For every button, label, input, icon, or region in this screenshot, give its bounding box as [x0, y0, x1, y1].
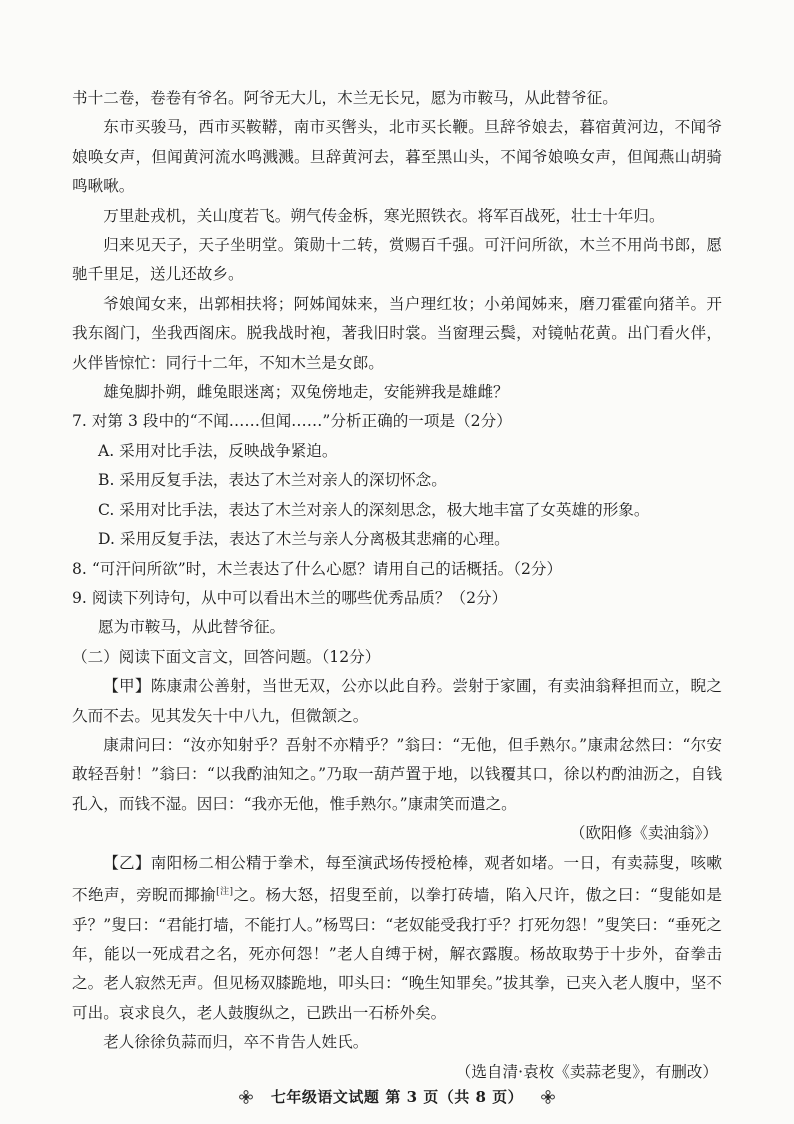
poem-paragraph-2: 东市买骏马，西市买鞍鞯，南市买辔头，北市买长鞭。旦辞爷娘去，暮宿黄河边，不闻爷娘唤女声，但闻黄河流水鸣溅溅。旦辞黄河去，暮至黑山头，不闻爷娘唤女声，但闻燕山胡骑鸣啾啾。	[72, 118, 722, 196]
passage-jia-paragraph-1: 【甲】陈康肃公善射，当世无双，公亦以此自矜。尝射于家圃，有卖油翁释担而立，睨之久而不去。见其发矢十中八九，但微颔之。	[72, 677, 722, 725]
poem-paragraph-5: 爷娘闻女来，出郭相扶将；阿姊闻妹来，当户理红妆；小弟闻姊来，磨刀霍霍向猪羊。开我东阁门，坐我西阁床。脱我战时袍，著我旧时裳。当窗理云鬓，对镜帖花黄。出门看火伴，火伴皆惊忙：同行十二年，不知木兰是女郎。	[72, 294, 722, 372]
passage-jia-paragraph-2: 康肃问曰：“汝亦知射乎？吾射不亦精乎？”翁曰：“无他，但手熟尔。”康肃忿然曰：“尔安敢轻吾射！”翁曰：“以我酌油知之。”乃取一葫芦置于地，以钱覆其口，徐以杓酌油沥之，自钱孔入，而钱不湿。因曰：“我亦无他，惟手熟尔。”康肃笑而遣之。	[72, 735, 722, 813]
question-7-option-c: C. 采用对比手法，表达了木兰对亲人的深刻思念，极大地丰富了女英雄的形象。	[98, 500, 650, 519]
passage-jia-source: （欧阳修《卖油翁》）	[569, 824, 718, 843]
footer-page-number: 第 3 页（共 8 页）	[385, 1088, 524, 1106]
question-7-option-b: B. 采用反复手法，表达了木兰对亲人的深切怀念。	[98, 471, 447, 490]
passage-yi-text-a: 【乙】南阳杨二相公精于拳术，每至演武场传授枪棒，观者如堵。一日，有卖蒜叟，咳嗽不绝声，旁睨而揶揄	[72, 853, 722, 905]
question-7-option-d: D. 采用反复手法，表达了木兰与亲人分离极其悲痛的心理。	[98, 530, 510, 549]
footnote-marker: [注]	[216, 886, 234, 897]
page-footer	[0, 1086, 794, 1107]
poem-paragraph-4: 归来见天子，天子坐明堂。策勋十二转，赏赐百千强。可汗问所欲，木兰不用尚书郎，愿驰千里足，送儿还故乡。	[72, 236, 722, 284]
question-8: 8. “可汗问所欲”时，木兰表达了什么心愿？请用自己的话概括。（2分）	[72, 559, 563, 578]
flower-ornament-icon	[239, 1090, 253, 1104]
passage-yi-source: （选自清·袁枚《卖蒜老叟》，有删改）	[455, 1062, 718, 1081]
question-7-option-a: A. 采用对比手法，反映战争紧迫。	[98, 441, 338, 460]
passage-yi-text-b: 之。杨大怒，招叟至前，以拳打砖墙，陷入尺许，傲之曰：“叟能如是乎？”叟曰：“君能打墙，不能打人。”杨骂曰：“老奴能受我打乎？打死勿怨！”叟笑曰：“垂死之年，能以一死成君之名，死亦何怨！”老人自缚于树，解衣露腹。杨故取势于十步外，奋拳击之。老人寂然无声。但见杨双膝跪地，叩头曰：“晚生知罪矣。”拔其拳，已夹入老人腹中，坚不可出。哀求良久，老人鼓腹纵之，已跌出一石桥外矣。	[72, 886, 722, 1022]
question-7: 7. 对第 3 段中的“不闻……但闻……”分析正确的一项是（2分）	[72, 412, 512, 431]
page-content	[72, 84, 722, 1087]
poem-paragraph-3: 万里赴戎机，关山度若飞。朔气传金柝，寒光照铁衣。将军百战死，壮士十年归。	[103, 206, 665, 225]
flower-ornament-icon	[541, 1090, 555, 1104]
poem-paragraph-6: 雄兔脚扑朔，雌兔眼迷离；双兔傍地走，安能辨我是雄雌？	[103, 383, 509, 402]
section-2-heading: （二）阅读下面文言文，回答问题。（12分）	[72, 647, 381, 666]
footer-grade-title: 七年级语文试题	[270, 1088, 380, 1106]
question-9: 9. 阅读下列诗句，从中可以看出木兰的哪些优秀品质？（2分）	[72, 588, 508, 607]
passage-yi-paragraph-1	[72, 849, 722, 1029]
passage-yi-paragraph-2: 老人徐徐负蒜而归，卒不肯告人姓氏。	[103, 1033, 369, 1052]
question-9-quote: 愿为市鞍马，从此替爷征。	[98, 618, 286, 637]
poem-line-1: 书十二卷，卷卷有爷名。阿爷无大儿，木兰无长兄，愿为市鞍马，从此替爷征。	[72, 89, 618, 107]
